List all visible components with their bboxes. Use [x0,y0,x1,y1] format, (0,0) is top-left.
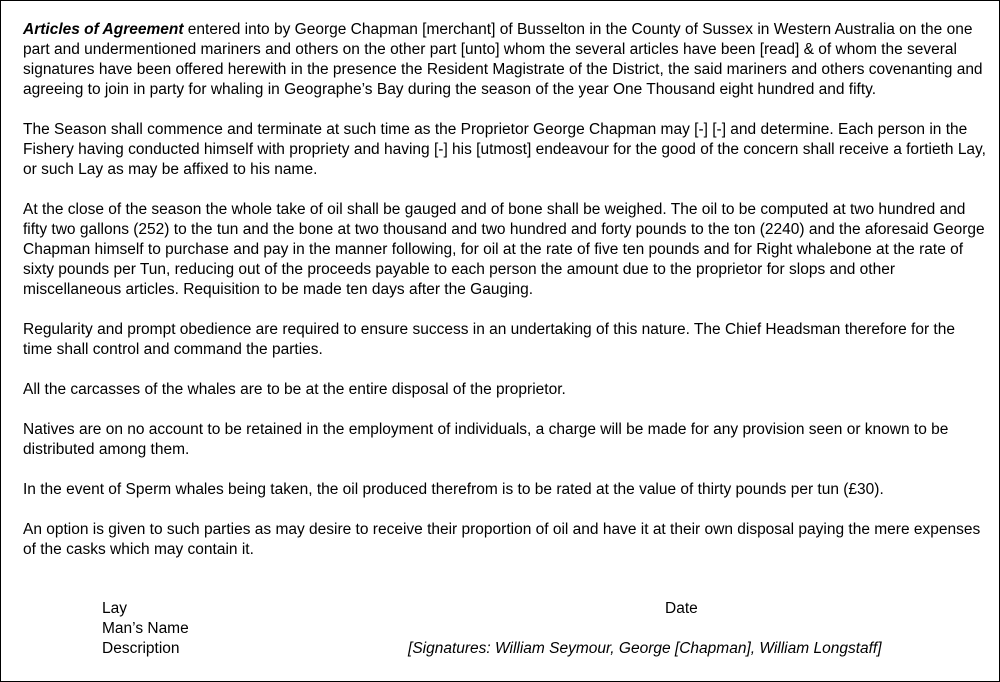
paragraph-5: All the carcasses of the whales are to be at the entire disposal of the proprietor. [23,381,566,398]
signature-fields [102,599,189,659]
paragraph-6: Natives are on no account to be retained in the employment of individuals, a charge will be made for any provision seen or known to be distributed among them. [23,421,949,458]
signatures-close-bracket: ] [877,640,882,657]
paragraph-4: Regularity and prompt obedience are required to ensure success in an undertaking of this nature. The Chief Headsman therefore for the time shall control and command the parties. [23,321,955,358]
paragraph-1-text: entered into by George Chapman [merchant] of Busselton in the County of Sussex in Western Australia on the one part and undermentioned mariners and others on the other part [unto] whom the several articles have been [read] & of whom the several signatures have been offered herewith in the presence the Resident Magistrate of the District, the said mariners and others covenanting and agreeing to join in party for whaling in Geographe’s Bay during the season of the year One Thousand eight hundred and fifty. [23,21,983,98]
document-body [23,20,988,580]
date-label: Date [665,600,698,617]
description-label: Description [102,640,180,657]
paragraph-2: The Season shall commence and terminate at such time as the Proprietor George Chapman may [-] [-] and determine. Each person in the Fishery having conducted himself with propriety and having [-] his [utmost] endeavour for the good of the concern shall receive a fortieth Lay, or such Lay as may be affixed to his name. [23,121,986,178]
signatures-note [408,639,882,659]
lay-label: Lay [102,600,127,617]
paragraph-3: At the close of the season the whole take of oil shall be gauged and of bone shall be weighed. The oil to be computed at two hundred and fifty two gallons (252) to the tun and the bone at two thousand and two hundred and forty pounds to the ton (2240) and the aforesaid George Chapman himself to purchase and pay in the manner following, for oil at the rate of five ten pounds and for Right whalebone at the rate of sixty pounds per Tun, reducing out of the proceeds payable to each person the amount due to the proprietor for slops and other miscellaneous articles. Requisition to be made ten days after the Gauging. [23,201,985,298]
paragraph-8: An option is given to such parties as may desire to receive their proportion of oil and have it at their own disposal paying the mere expenses of the casks which may contain it. [23,521,981,558]
paragraph-1 [23,20,988,100]
signatures-label: Signatures [412,640,487,657]
signatures-names: : William Seymour, George [Chapman], William Longstaff [486,640,878,657]
mans-name-label: Man’s Name [102,620,189,637]
lead-title: Articles of Agreement [23,21,184,38]
signatures-open-bracket: [ [408,640,413,657]
paragraph-7: In the event of Sperm whales being taken, the oil produced therefrom is to be rated at the value of thirty pounds per tun (£30). [23,481,884,498]
